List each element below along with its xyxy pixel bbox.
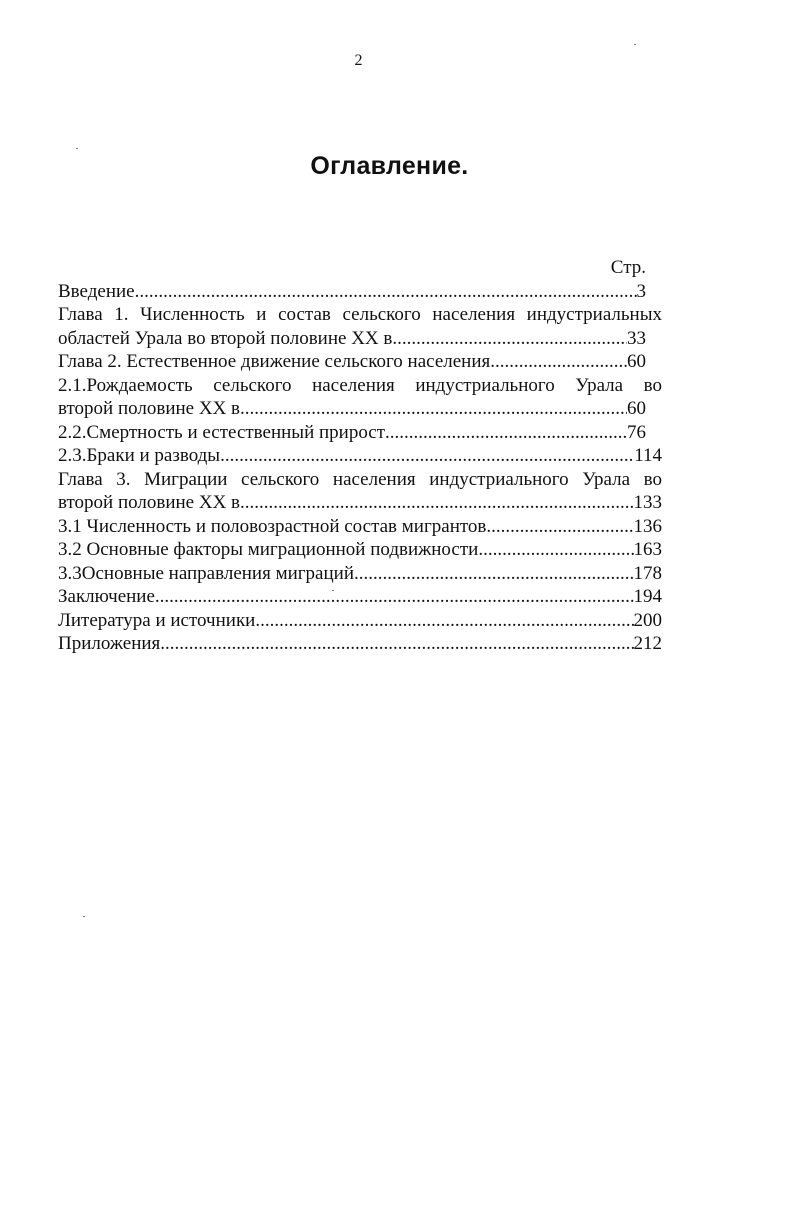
table-of-contents — [58, 256, 662, 656]
scan-speck — [76, 148, 78, 149]
toc-entry-label: Приложения — [58, 633, 161, 654]
scan-speck — [332, 590, 334, 591]
dot-leader — [220, 444, 634, 468]
toc-entry-label: Литература и источники — [58, 609, 256, 631]
toc-entry-label: 3.2 Основные факторы миграционной подвижности — [58, 539, 479, 560]
toc-entry-page: 194 — [633, 586, 662, 607]
toc-entry-chapter-3 — [58, 491, 662, 515]
toc-entry-page: 114 — [634, 445, 662, 466]
toc-entry-page: 133 — [633, 492, 662, 513]
toc-entry-introduction — [58, 280, 662, 304]
toc-entry-label: Заключение — [58, 586, 155, 607]
toc-entry-chapter-2 — [58, 350, 662, 374]
toc-entry-section-3-3 — [58, 562, 662, 586]
toc-entry-section-3-2 — [58, 538, 662, 562]
toc-entry-conclusion — [58, 585, 662, 609]
toc-entry-page: 136 — [633, 515, 662, 537]
toc-entry-label: 2.2.Смертность и естественный прирост — [58, 421, 386, 443]
toc-entry-chapter-1-line-1: Глава 1. Численность и состав сельского населения индустриальных — [58, 304, 662, 325]
toc-entry-label: областей Урала во второй половине XX в — [58, 327, 393, 349]
dot-leader — [385, 421, 627, 445]
toc-entry-chapter-1 — [58, 327, 662, 351]
dot-leader — [478, 538, 633, 562]
toc-entry-page: 200 — [633, 609, 662, 631]
toc-entry-section-2-2 — [58, 421, 662, 445]
toc-entry-page: 3 — [636, 280, 646, 302]
toc-entry-label: второй половине XX в — [58, 398, 241, 419]
toc-entry-page: 163 — [633, 539, 662, 560]
dot-leader — [240, 491, 633, 515]
page-column-header: Стр. — [610, 257, 646, 278]
toc-entry-label: 3.3Основные направления миграций — [58, 562, 354, 584]
toc-entry-appendices — [58, 632, 662, 656]
dot-leader — [240, 397, 627, 421]
toc-entry-page: 60 — [627, 398, 646, 419]
toc-entry-label: Глава 2. Естественное движение сельского населения — [58, 351, 491, 372]
page-number: 2 — [354, 52, 363, 69]
toc-entry-label: второй половине XX в — [58, 492, 241, 513]
toc-entry-section-2-1-line-1: 2.1.Рождаемость сельского населения индустриального Урала во — [58, 374, 662, 396]
page-title: Оглавление. — [310, 152, 469, 180]
dot-leader — [354, 562, 634, 586]
dot-leader — [392, 327, 627, 351]
toc-entry-section-2-1 — [58, 397, 662, 421]
dot-leader — [160, 632, 633, 656]
dot-leader — [486, 515, 633, 539]
toc-entry-page: 178 — [633, 562, 662, 584]
toc-entry-label: 2.3.Браки и разводы — [58, 445, 221, 466]
dot-leader — [135, 280, 637, 304]
dot-leader — [255, 609, 633, 633]
toc-entry-section-3-1 — [58, 515, 662, 539]
toc-entry-page: 33 — [627, 327, 646, 349]
dot-leader — [490, 350, 627, 374]
toc-entry-label: 3.1 Численность и половозрастной состав мигрантов — [58, 515, 487, 537]
toc-entry-literature — [58, 609, 662, 633]
toc-entry-page: 76 — [627, 421, 646, 443]
toc-entry-page: 60 — [627, 351, 646, 372]
scan-speck — [83, 916, 85, 917]
dot-leader — [155, 585, 634, 609]
scan-speck — [634, 44, 636, 45]
toc-entry-section-2-3 — [58, 444, 662, 468]
toc-entry-chapter-3-line-1: Глава 3. Миграции сельского населения индустриального Урала во — [58, 468, 662, 490]
toc-entry-page: 212 — [633, 633, 662, 654]
toc-entry-label: Введение — [58, 280, 135, 302]
